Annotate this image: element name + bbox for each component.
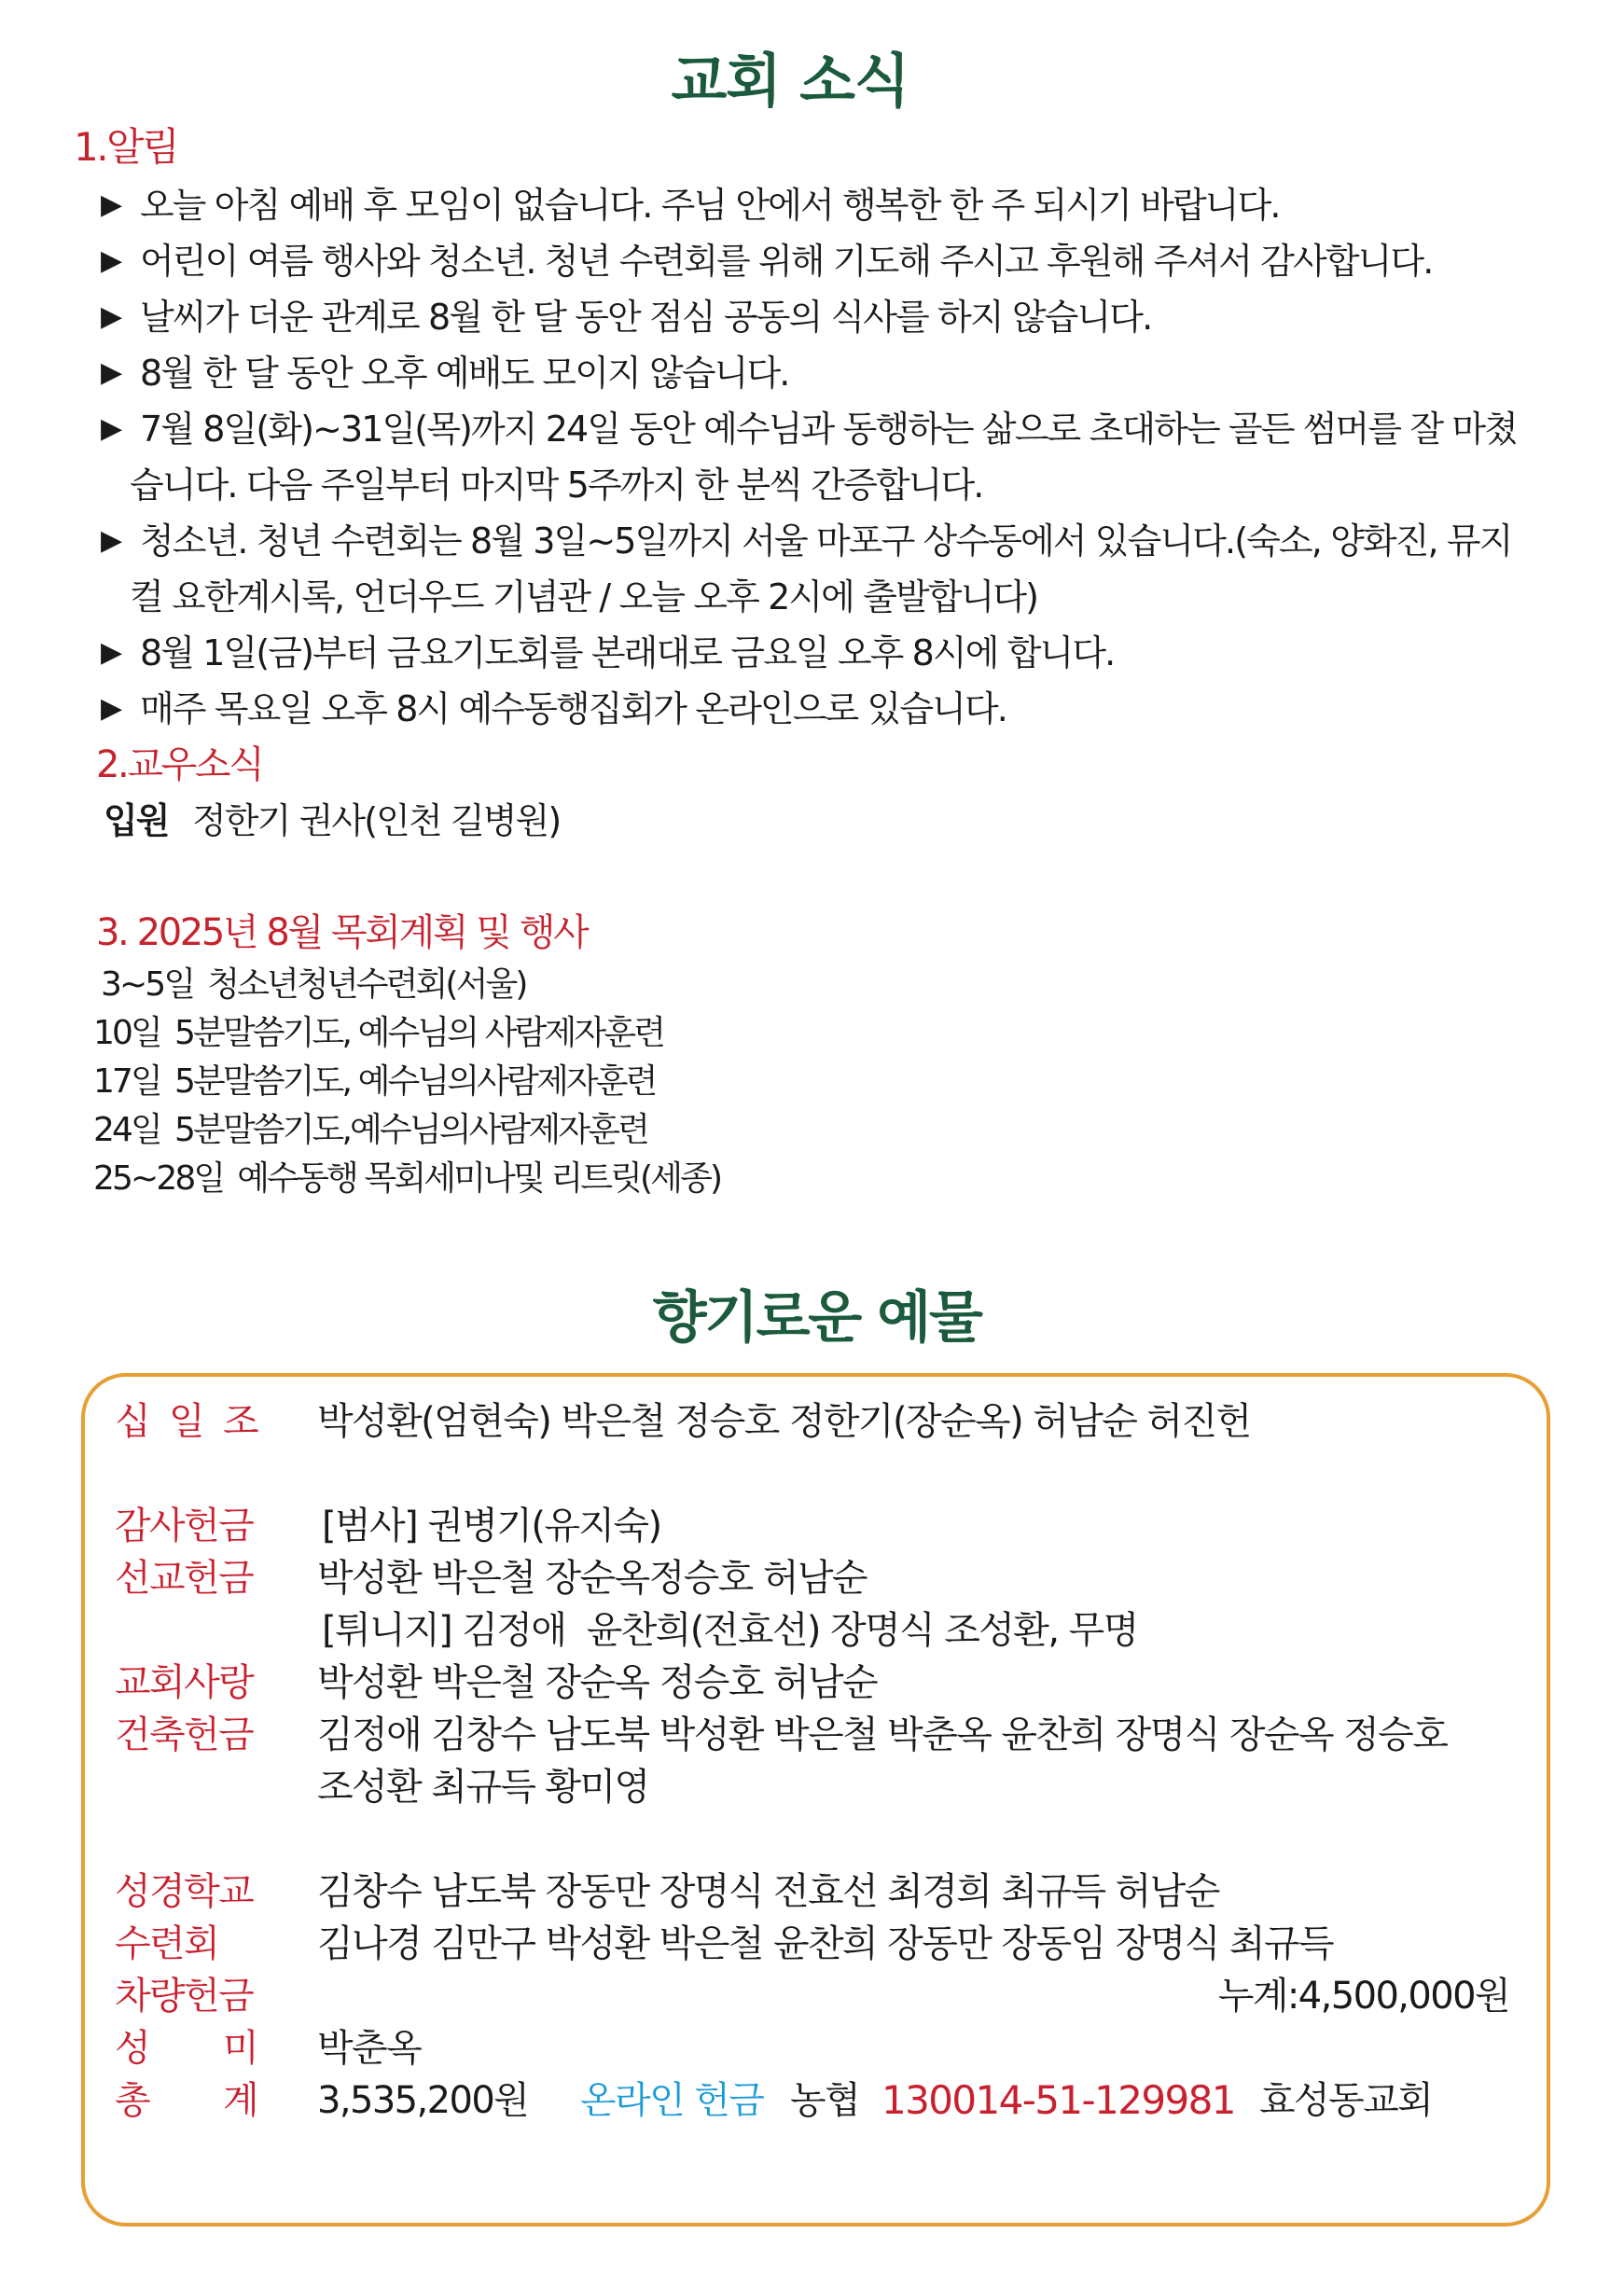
offering-label: 총 계 xyxy=(115,2079,257,2122)
offering-names: 박성환 박은철 장순옥정승호 허남순 xyxy=(317,1557,867,1600)
offering-row-rice xyxy=(115,2022,1517,2074)
church-news-title: 교회 소식 xyxy=(671,47,909,115)
offering-label-cell xyxy=(115,2022,317,2074)
event-text: 5분말씀기도,예수님의사람제자훈련 xyxy=(174,1111,647,1149)
total-amount: 3,535,200원 xyxy=(317,2079,529,2122)
offering-label-cell xyxy=(115,1500,317,1552)
notices-heading: 1.알림 xyxy=(74,124,178,170)
offering-label: 십 일 조 xyxy=(115,1400,257,1443)
offering-label: 교회사랑 xyxy=(115,1661,254,1704)
offering-label-cell xyxy=(115,2074,317,2127)
triangle-bullet-icon: ▶ xyxy=(101,356,123,389)
offering-label: 차량헌금 xyxy=(115,1975,254,2018)
offering-names: [튀니지] 김정애 윤찬희(전효선) 장명식 조성환, 무명 xyxy=(322,1609,1138,1652)
offering-blank-row xyxy=(115,1813,1517,1866)
notice-text: 날씨가 더운 관계로 8월 한 달 동안 점심 공동의 식사를 하지 않습니다. xyxy=(140,297,1152,338)
account-holder: 효성동교회 xyxy=(1259,2079,1433,2122)
cumulative-total: 누계:4,500,000원 xyxy=(1217,1975,1509,2018)
event-text: 5분말씀기도, 예수님의사람제자훈련 xyxy=(174,1062,656,1101)
offering-label-cell xyxy=(115,1552,317,1604)
offering-label: 건축헌금 xyxy=(115,1713,254,1756)
offering-value-cell xyxy=(317,1970,1517,2022)
triangle-bullet-icon: ▶ xyxy=(101,300,123,333)
admission-label: 입원 xyxy=(104,800,169,841)
offering-row-mission-continued xyxy=(115,1604,1517,1657)
offering-names: 박성환(엄현숙) 박은철 정승호 정한기(장순옥) 허남순 허진헌 xyxy=(317,1400,1251,1443)
admission-notice xyxy=(0,793,1624,849)
offerings-title: 향기로운 예물 xyxy=(652,1285,981,1351)
offering-value-cell xyxy=(317,1604,1517,1657)
bank-name: 농협 xyxy=(790,2079,860,2122)
event-date: 10일 xyxy=(93,1014,160,1052)
offering-value-cell xyxy=(317,1866,1517,1918)
notice-item xyxy=(0,401,1624,457)
schedule-heading: 3. 2025년 8월 목회계획 및 행사 xyxy=(96,911,588,954)
triangle-bullet-icon: ▶ xyxy=(101,524,123,557)
triangle-bullet-icon: ▶ xyxy=(101,244,123,277)
offering-value-cell xyxy=(317,1657,1517,1709)
offering-label-cell xyxy=(115,1657,317,1709)
notice-text: 습니다. 다음 주일부터 마지막 5주까지 한 분씩 간증합니다. xyxy=(130,465,983,506)
triangle-bullet-icon: ▶ xyxy=(101,692,123,725)
notice-item-continuation xyxy=(0,569,1624,625)
admission-text: 정한기 권사(인천 길병원) xyxy=(192,800,561,841)
offering-names: 김나경 김만구 박성환 박은철 윤찬희 장동만 장동임 장명식 최규득 xyxy=(317,1922,1333,1965)
offerings-box xyxy=(81,1373,1550,2226)
offering-value-cell xyxy=(317,1395,1517,1448)
offering-value-cell xyxy=(317,1918,1517,1970)
notice-text: 청소년. 청년 수련회는 8월 3일~5일까지 서울 마포구 상수동에서 있습니다.(숙소, 양화진, 뮤지 xyxy=(140,520,1512,562)
offering-label-cell xyxy=(115,1395,317,1448)
offering-blank-row xyxy=(115,1448,1517,1500)
offering-label-cell xyxy=(115,1866,317,1918)
offering-value-cell xyxy=(317,1500,1517,1552)
section-spacer xyxy=(0,849,1624,905)
offering-names: 김정애 김창수 남도북 박성환 박은철 박춘옥 윤찬희 장명식 장순옥 정승호 xyxy=(317,1713,1448,1756)
schedule-event xyxy=(0,961,1624,1009)
notice-text: 7월 8일(화)~31일(목)까지 24일 동안 예수님과 동행하는 삶으로 초대하는 골든 썸머를 잘 마쳤 xyxy=(140,409,1517,450)
offering-names: [범사] 권병기(유지숙) xyxy=(322,1505,661,1547)
members-news-heading-row xyxy=(0,737,1624,793)
offering-label-cell xyxy=(115,1761,317,1813)
offering-row-building xyxy=(115,1709,1517,1761)
notice-text: 8월 한 달 동안 오후 예배도 모이지 않습니다. xyxy=(140,353,789,394)
news-section xyxy=(0,118,1624,1203)
offering-value-cell xyxy=(317,2022,1517,2074)
members-news-heading: 2.교우소식 xyxy=(96,743,263,786)
schedule-heading-row xyxy=(0,905,1624,961)
notice-item xyxy=(0,233,1624,289)
event-date: 17일 xyxy=(93,1062,160,1101)
offering-label-cell xyxy=(115,1970,317,2022)
offering-label: 선교헌금 xyxy=(115,1557,254,1600)
notice-text: 어린이 여름 행사와 청소년. 청년 수련회를 위해 기도해 주시고 후원해 주셔서 감사합니다. xyxy=(140,241,1433,282)
notice-item xyxy=(0,625,1624,681)
notice-item xyxy=(0,289,1624,345)
offering-row-retreat xyxy=(115,1918,1517,1970)
notice-text: 컬 요한계시록, 언더우드 기념관 / 오늘 오후 2시에 출발합니다) xyxy=(130,576,1038,617)
offering-label: 수련회 xyxy=(115,1922,219,1965)
offering-names: 박춘옥 xyxy=(317,2027,422,2070)
offering-row-building-continued xyxy=(115,1761,1517,1813)
offering-label: 감사헌금 xyxy=(115,1505,254,1547)
offering-label: 성경학교 xyxy=(115,1870,254,1913)
offering-label-cell xyxy=(115,1918,317,1970)
notice-text: 오늘 아침 예배 후 모임이 없습니다. 주님 안에서 행복한 한 주 되시기 바랍니다. xyxy=(140,185,1280,226)
offering-label-cell xyxy=(115,1709,317,1761)
schedule-event xyxy=(0,1155,1624,1203)
offering-label-cell xyxy=(115,1604,317,1657)
offering-value-cell xyxy=(317,1552,1517,1604)
notice-item xyxy=(0,681,1624,737)
event-text: 5분말씀기도, 예수님의 사람제자훈련 xyxy=(174,1014,664,1052)
offering-row-mission xyxy=(115,1552,1517,1604)
notice-item xyxy=(0,513,1624,569)
notice-text: 8월 1일(금)부터 금요기도회를 본래대로 금요일 오후 8시에 합니다. xyxy=(140,632,1115,673)
offering-names: 박성환 박은철 장순옥 정승호 허남순 xyxy=(317,1661,878,1704)
schedule-event xyxy=(0,1058,1624,1106)
offering-value-cell xyxy=(317,1761,1517,1813)
notice-text: 매주 목요일 오후 8시 예수동행집회가 온라인으로 있습니다. xyxy=(140,688,1006,729)
schedule-event xyxy=(0,1009,1624,1058)
online-offering-label: 온라인 헌금 xyxy=(580,2079,764,2122)
notice-item xyxy=(0,345,1624,401)
notice-item xyxy=(0,177,1624,233)
offering-names: 김창수 남도북 장동만 장명식 전효선 최경희 최규득 허남순 xyxy=(317,1870,1219,1913)
account-number: 130014-51-129981 xyxy=(881,2077,1235,2123)
offering-value-cell xyxy=(317,1709,1517,1761)
offering-row-tithe xyxy=(115,1395,1517,1448)
offering-row-bible-school xyxy=(115,1866,1517,1918)
event-text: 예수동행 목회세미나및 리트릿(세종) xyxy=(237,1159,721,1198)
event-text: 청소년청년수련회(서울) xyxy=(207,965,526,1004)
schedule-event xyxy=(0,1106,1624,1155)
offering-row-thanksgiving xyxy=(115,1500,1517,1552)
event-date: 24일 xyxy=(93,1111,160,1149)
notice-item-continuation xyxy=(0,457,1624,513)
triangle-bullet-icon: ▶ xyxy=(101,188,123,221)
offering-label: 성 미 xyxy=(115,2027,257,2070)
triangle-bullet-icon: ▶ xyxy=(101,636,123,669)
offering-row-vehicle xyxy=(115,1970,1517,2022)
event-date: 25~28일 xyxy=(93,1159,224,1198)
offering-row-church-love xyxy=(115,1657,1517,1709)
event-date: 3~5일 xyxy=(101,965,194,1004)
offering-value-cell xyxy=(317,2074,1517,2127)
triangle-bullet-icon: ▶ xyxy=(101,412,123,445)
offering-row-total xyxy=(115,2074,1517,2127)
notices-heading-row xyxy=(0,118,1624,177)
offering-names: 조성환 최규득 황미영 xyxy=(317,1766,649,1809)
